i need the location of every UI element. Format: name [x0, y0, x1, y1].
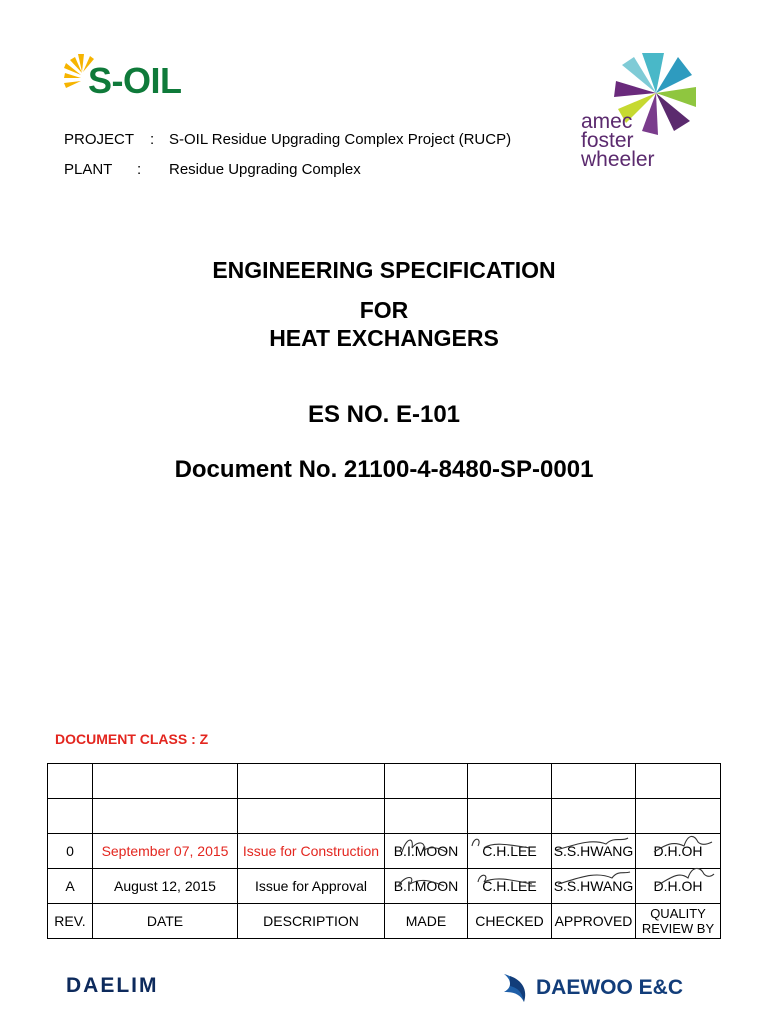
- plant-value: Residue Upgrading Complex: [169, 161, 361, 178]
- made-cell: [385, 799, 468, 834]
- date-cell: [93, 799, 238, 834]
- table-row: [48, 764, 721, 799]
- date-header: DATE: [93, 904, 238, 939]
- rev-cell: [48, 799, 93, 834]
- approved-cell: [552, 764, 636, 799]
- daewoo-logo: [500, 970, 720, 1006]
- approved-cell: S.S.HWANG: [552, 869, 636, 904]
- approved-cell: [552, 799, 636, 834]
- rev-cell: [48, 764, 93, 799]
- rev-cell: A: [48, 869, 93, 904]
- table-row: [48, 799, 721, 834]
- date-cell: August 12, 2015: [93, 869, 238, 904]
- review-cell: [636, 764, 721, 799]
- amec-line-1: amec: [581, 110, 633, 133]
- amec-line-2: foster: [581, 129, 634, 152]
- project-separator: :: [150, 131, 155, 148]
- review-cell: D.H.OH: [636, 869, 721, 904]
- table-header-row: [48, 904, 721, 939]
- daewoo-emblem-icon: [500, 972, 532, 1004]
- date-cell: [93, 764, 238, 799]
- amec-foster-wheeler-logo: [578, 50, 728, 180]
- revision-table: [47, 763, 721, 939]
- amec-line-3: wheeler: [581, 148, 655, 171]
- checked-cell: [468, 799, 552, 834]
- description-cell: [238, 799, 385, 834]
- made-cell: B.I.MOON: [385, 834, 468, 869]
- made-header: MADE: [385, 904, 468, 939]
- checked-cell: C.H.LEE: [468, 834, 552, 869]
- description-header: DESCRIPTION: [238, 904, 385, 939]
- review-cell: D.H.OH: [636, 834, 721, 869]
- table-row: [48, 834, 721, 869]
- description-cell: [238, 764, 385, 799]
- s-oil-wordmark: S-OIL: [88, 60, 182, 101]
- approved-header: APPROVED: [552, 904, 636, 939]
- description-cell: Issue for Approval: [238, 869, 385, 904]
- description-cell: Issue for Construction: [238, 834, 385, 869]
- document-class: DOCUMENT CLASS : Z: [55, 731, 209, 747]
- checked-cell: [468, 764, 552, 799]
- es-number: ES NO. E-101: [307, 401, 461, 428]
- made-cell: B.I.MOON: [385, 869, 468, 904]
- checked-header: CHECKED: [468, 904, 552, 939]
- rev-header: REV.: [48, 904, 93, 939]
- made-cell: [385, 764, 468, 799]
- date-cell: September 07, 2015: [93, 834, 238, 869]
- checked-cell: C.H.LEE: [468, 869, 552, 904]
- plant-separator: :: [137, 161, 142, 178]
- quality-review-header: QUALITY REVIEW BY: [636, 904, 721, 939]
- table-row: [48, 869, 721, 904]
- title-line-2: FOR: [359, 297, 409, 323]
- project-value: S-OIL Residue Upgrading Complex Project (RUCP): [169, 131, 512, 148]
- document-number: Document No. 21100-4-8480-SP-0001: [174, 456, 594, 483]
- approved-cell: S.S.HWANG: [552, 834, 636, 869]
- title-line-3: HEAT EXCHANGERS: [269, 325, 499, 351]
- project-label: PROJECT: [64, 131, 135, 148]
- daewoo-wordmark: DAEWOO E&C: [536, 976, 683, 999]
- s-oil-logo: [64, 52, 214, 108]
- plant-label: PLANT: [64, 161, 113, 178]
- daelim-logo: DAELIM: [66, 974, 159, 997]
- review-cell: [636, 799, 721, 834]
- amec-wordmark: [581, 112, 655, 169]
- title-line-1: ENGINEERING SPECIFICATION: [212, 257, 556, 283]
- rev-cell: 0: [48, 834, 93, 869]
